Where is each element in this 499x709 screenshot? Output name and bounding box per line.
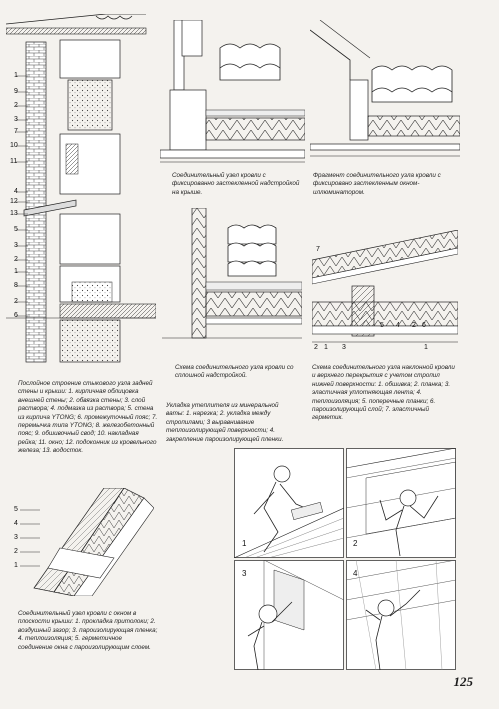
wall-label: 9 <box>14 88 18 95</box>
inclined-label: 5 <box>380 322 384 329</box>
wall-label: 3 <box>14 242 18 249</box>
fixed-superstructure-caption: Соединительный узел кровли с фиксированно застекленной надстройкой на крыше. <box>172 172 300 196</box>
inclined-label: 3 <box>342 344 346 351</box>
illuminator-caption: Фрагмент соединительного узла кровли с фиксировано застекленным окном-иллюминатором. <box>313 172 441 196</box>
wall-label: 2 <box>14 298 18 305</box>
step-number: 4 <box>353 569 358 578</box>
wall-label: 5 <box>14 226 18 233</box>
step-number: 1 <box>242 539 247 548</box>
inclined-roof-caption: Схема соединительного узла наклонной кровли и верхнего перекрытия с учетом стропил нижней поверхности: 1. обшивка; 2. планка; 3. эластичная уплотняющая лента; 4. теплоизоляция; 5. поперечные планки; 6. пароизолирующий слой; 7. эластичный герметик. <box>312 364 455 422</box>
wall-label: 12 <box>10 198 18 205</box>
inclined-label: 6 <box>422 322 426 329</box>
wall-section-caption: Послойное строение стыкового узла задней стены и крыши: 1. кирпичная облицовка внешней стены; 2. обвязка стены; 3. слой раствора; 4. подмазка из раствора; 5. стена из кирпича YTONG; 6. промежуточный пояс; 7. перемычка типа YTONG; 8. железобетонный пояс; 9. обшивочный свод; 10. накладная рейка; 11. окно; 12. подоконник из кровельного железа; 13. водосток. <box>18 380 158 455</box>
solid-superstructure-drawing <box>162 208 302 348</box>
inclined-label: 7 <box>316 246 320 253</box>
step-number: 2 <box>353 539 358 548</box>
illuminator-svg <box>310 20 460 160</box>
roof-window-svg <box>14 488 154 596</box>
wall-label: 1 <box>14 268 18 275</box>
insulation-step-4 <box>346 560 456 670</box>
wall-label: 10 <box>10 142 18 149</box>
inclined-label: 1 <box>424 344 428 351</box>
inclined-roof-svg <box>312 230 458 352</box>
insulation-step-2 <box>346 448 456 558</box>
page-number: 125 <box>453 674 473 689</box>
wall-label: 2 <box>14 102 18 109</box>
step-3-svg <box>234 560 344 670</box>
inclined-label: 1 <box>324 344 328 351</box>
inclined-label: 4 <box>396 322 400 329</box>
roof-window-drawing <box>14 488 154 596</box>
insulation-caption: Укладка утеплителя из минеральной ваты: 1. нарезка; 2. укладка между стропилами; 3 выравнивание теплоизолирующей поверхности; 4. закрепление пароизолирующей пленки. <box>166 402 284 443</box>
roof-window-label: 3 <box>14 534 18 541</box>
fixed-superstructure-svg <box>160 20 305 165</box>
wall-label: 8 <box>14 282 18 289</box>
wall-label: 4 <box>14 188 18 195</box>
roof-window-label: 5 <box>14 506 18 513</box>
step-number: 3 <box>242 569 247 578</box>
roof-window-label: 2 <box>14 548 18 555</box>
inclined-label: 2 <box>314 344 318 351</box>
wall-section-svg <box>6 14 156 372</box>
wall-label: 11 <box>10 158 18 165</box>
illuminator-window-drawing <box>310 20 460 160</box>
wall-label: 6 <box>14 312 18 319</box>
wall-label: 7 <box>14 128 18 135</box>
step-4-svg <box>346 560 456 670</box>
roof-window-caption: Соединительный узел кровли с окном в плоскости крыши: 1. прокладка притолоки; 2. воздушный зазор; 3. пароизолирующая пленка; 4. теплоизоляция; 5. герметичное соединение окна с пароизолирующим слоем. <box>18 610 158 651</box>
insulation-step-3 <box>234 560 344 670</box>
solid-superstructure-svg <box>162 208 302 348</box>
wall-label: 3 <box>14 116 18 123</box>
inclined-roof-drawing <box>312 230 458 352</box>
solid-superstructure-caption: Схема соединительного узла кровли со сплошной надстройкой. <box>175 364 294 380</box>
wall-label: 13 <box>10 210 18 217</box>
roof-window-label: 4 <box>14 520 18 527</box>
step-2-svg <box>346 448 456 558</box>
inclined-label: 2 <box>412 322 416 329</box>
wall-label: 1 <box>14 72 18 79</box>
wall-roof-junction-drawing <box>6 14 156 372</box>
fixed-glazed-superstructure-drawing <box>160 20 305 165</box>
roof-window-label: 1 <box>14 562 18 569</box>
wall-label: 2 <box>14 256 18 263</box>
insulation-step-1 <box>234 448 344 558</box>
step-1-svg <box>234 448 344 558</box>
